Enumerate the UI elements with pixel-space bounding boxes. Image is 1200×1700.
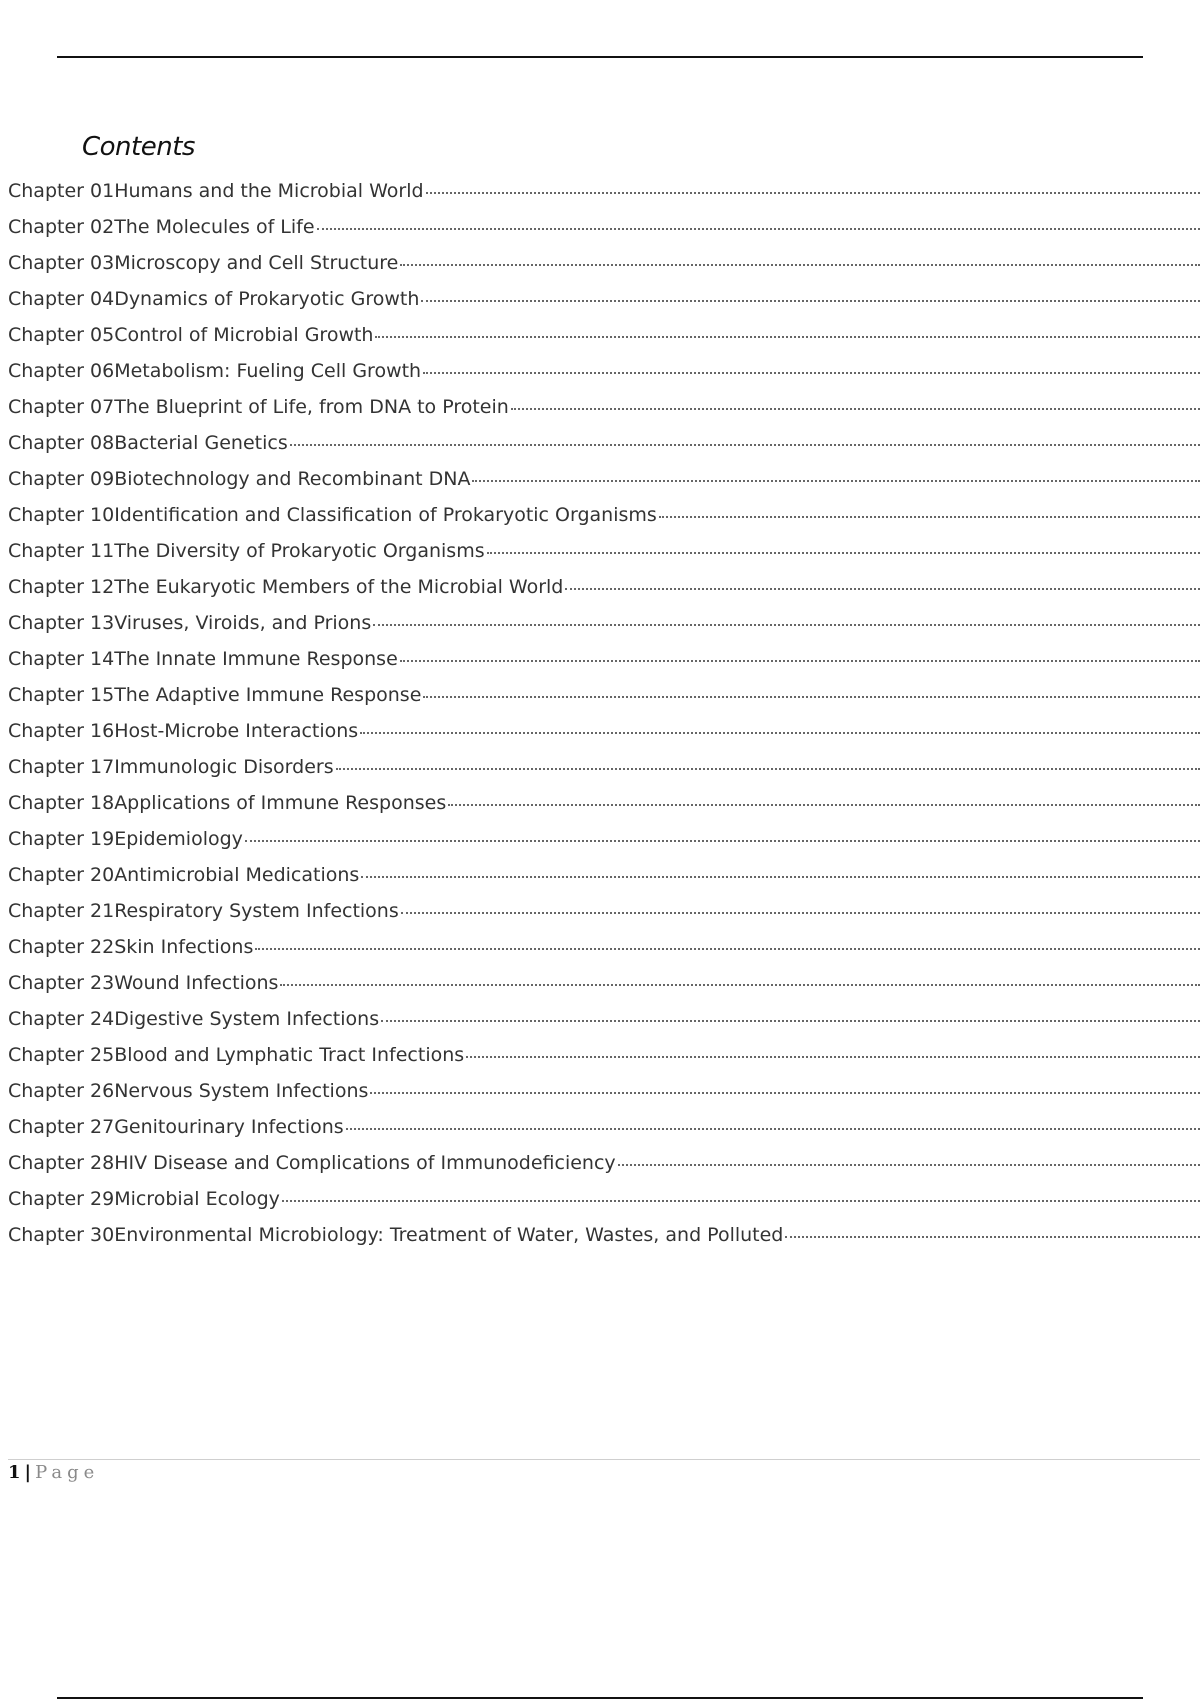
chapter-number: Chapter 30 [8,1224,115,1246]
toc-entry-chapter-13[interactable] [8,612,1200,648]
chapter-title: Blood and Lymphatic Tract Infections [114,1044,465,1066]
chapter-title: Microbial Ecology [114,1188,280,1210]
chapter-number: Chapter 04 [8,288,115,310]
toc-entry-chapter-11[interactable] [8,540,1200,576]
chapter-number: Chapter 23 [8,972,115,994]
chapter-number: Chapter 05 [8,324,115,346]
dot-leader [290,444,1200,446]
toc-entry-chapter-04[interactable] [8,288,1200,324]
page-label: Page [35,1462,100,1483]
chapter-title: Biotechnology and Recombinant DNA [114,468,471,490]
toc-entry-chapter-30[interactable] [8,1224,1200,1260]
dot-leader [421,300,1200,302]
dot-leader [361,876,1200,878]
chapter-number: Chapter 16 [8,720,115,742]
bottom-rule [57,1697,1143,1699]
chapter-number: Chapter 26 [8,1080,115,1102]
toc-entry-chapter-12[interactable] [8,576,1200,612]
toc-entry-chapter-14[interactable] [8,648,1200,684]
chapter-title: Respiratory System Infections [114,900,399,922]
chapter-number: Chapter 14 [8,648,115,670]
chapter-title: HIV Disease and Complications of Immunodeficiency [114,1152,616,1174]
chapter-title: Antimicrobial Medications [114,864,360,886]
chapter-title: Host-Microbe Interactions [114,720,359,742]
chapter-number: Chapter 19 [8,828,115,850]
dot-leader [381,1020,1200,1022]
chapter-number: Chapter 17 [8,756,115,778]
toc-entry-chapter-07[interactable] [8,396,1200,432]
toc-entry-chapter-08[interactable] [8,432,1200,468]
chapter-number: Chapter 09 [8,468,115,490]
dot-leader [336,768,1200,770]
toc-entry-chapter-19[interactable] [8,828,1200,864]
chapter-number: Chapter 12 [8,576,115,598]
dot-leader [245,840,1200,842]
chapter-number: Chapter 02 [8,216,115,238]
chapter-title: Applications of Immune Responses [114,792,447,814]
chapter-title: Humans and the Microbial World [114,180,424,202]
dot-leader [487,552,1200,554]
dot-leader [565,588,1200,590]
chapter-title: The Adaptive Immune Response [114,684,422,706]
dot-leader [346,1128,1200,1130]
dot-leader [426,192,1200,194]
chapter-title: The Diversity of Prokaryotic Organisms [114,540,485,562]
dot-leader [280,984,1200,986]
dot-leader [423,696,1200,698]
toc-entry-chapter-23[interactable] [8,972,1200,1008]
toc-entry-chapter-29[interactable] [8,1188,1200,1224]
chapter-number: Chapter 06 [8,360,115,382]
chapter-number: Chapter 20 [8,864,115,886]
chapter-title: Genitourinary Infections [114,1116,344,1138]
chapter-title: Dynamics of Prokaryotic Growth [114,288,420,310]
dot-leader [370,1092,1200,1094]
toc-entry-chapter-25[interactable] [8,1044,1200,1080]
toc-entry-chapter-26[interactable] [8,1080,1200,1116]
chapter-title: Microscopy and Cell Structure [114,252,399,274]
dot-leader [360,732,1200,734]
chapter-number: Chapter 28 [8,1152,115,1174]
toc-entry-chapter-17[interactable] [8,756,1200,792]
chapter-number: Chapter 10 [8,504,115,526]
chapter-number: Chapter 18 [8,792,115,814]
chapter-title: Environmental Microbiology: Treatment of Water, Wastes, and Polluted [114,1224,784,1246]
chapter-number: Chapter 03 [8,252,115,274]
dot-leader [472,480,1200,482]
dot-leader [282,1200,1200,1202]
page-number: 1 [8,1462,21,1483]
chapter-number: Chapter 15 [8,684,115,706]
chapter-number: Chapter 01 [8,180,115,202]
chapter-number: Chapter 21 [8,900,115,922]
toc-entry-chapter-09[interactable] [8,468,1200,504]
toc-entry-chapter-24[interactable] [8,1008,1200,1044]
dot-leader [317,228,1200,230]
dot-leader [511,408,1200,410]
dot-leader [401,912,1200,914]
toc-entry-chapter-15[interactable] [8,684,1200,720]
footer-rule [8,1459,1200,1460]
chapter-title: Metabolism: Fueling Cell Growth [114,360,422,382]
chapter-title: Epidemiology [114,828,243,850]
toc-entry-chapter-28[interactable] [8,1152,1200,1188]
chapter-title: Skin Infections [114,936,254,958]
dot-leader [400,660,1200,662]
dot-leader [255,948,1200,950]
table-of-contents [8,180,1200,1260]
dot-leader [466,1056,1200,1058]
page-footer [8,1462,99,1483]
dot-leader [400,264,1200,266]
page-separator: | [24,1462,32,1483]
chapter-title: Digestive System Infections [114,1008,380,1030]
chapter-title: Nervous System Infections [114,1080,369,1102]
toc-entry-chapter-10[interactable] [8,504,1200,540]
chapter-number: Chapter 29 [8,1188,115,1210]
header-rule [57,56,1143,58]
chapter-title: Wound Infections [114,972,279,994]
chapter-title: Control of Microbial Growth [114,324,374,346]
chapter-number: Chapter 13 [8,612,115,634]
dot-leader [659,516,1200,518]
chapter-number: Chapter 22 [8,936,115,958]
chapter-title: Immunologic Disorders [114,756,334,778]
toc-entry-chapter-20[interactable] [8,864,1200,900]
dot-leader [448,804,1200,806]
toc-entry-chapter-16[interactable] [8,720,1200,756]
toc-entry-chapter-05[interactable] [8,324,1200,360]
toc-entry-chapter-21[interactable] [8,900,1200,936]
toc-entry-chapter-27[interactable] [8,1116,1200,1152]
dot-leader [373,624,1200,626]
dot-leader [785,1236,1200,1238]
chapter-title: Identification and Classification of Prokaryotic Organisms [114,504,657,526]
chapter-title: Bacterial Genetics [114,432,288,454]
toc-entry-chapter-22[interactable] [8,936,1200,972]
chapter-number: Chapter 08 [8,432,115,454]
toc-entry-chapter-01[interactable] [8,180,1200,216]
contents-heading: Contents [82,132,195,162]
toc-entry-chapter-03[interactable] [8,252,1200,288]
toc-entry-chapter-18[interactable] [8,792,1200,828]
chapter-number: Chapter 11 [8,540,115,562]
chapter-title: The Blueprint of Life, from DNA to Protein [114,396,509,418]
chapter-title: The Eukaryotic Members of the Microbial World [114,576,564,598]
chapter-number: Chapter 25 [8,1044,115,1066]
dot-leader [375,336,1200,338]
toc-entry-chapter-06[interactable] [8,360,1200,396]
chapter-title: The Innate Immune Response [114,648,398,670]
chapter-title: The Molecules of Life [114,216,315,238]
toc-entry-chapter-02[interactable] [8,216,1200,252]
chapter-number: Chapter 27 [8,1116,115,1138]
dot-leader [423,372,1200,374]
chapter-number: Chapter 07 [8,396,115,418]
dot-leader [618,1164,1200,1166]
chapter-title: Viruses, Viroids, and Prions [114,612,372,634]
chapter-number: Chapter 24 [8,1008,115,1030]
